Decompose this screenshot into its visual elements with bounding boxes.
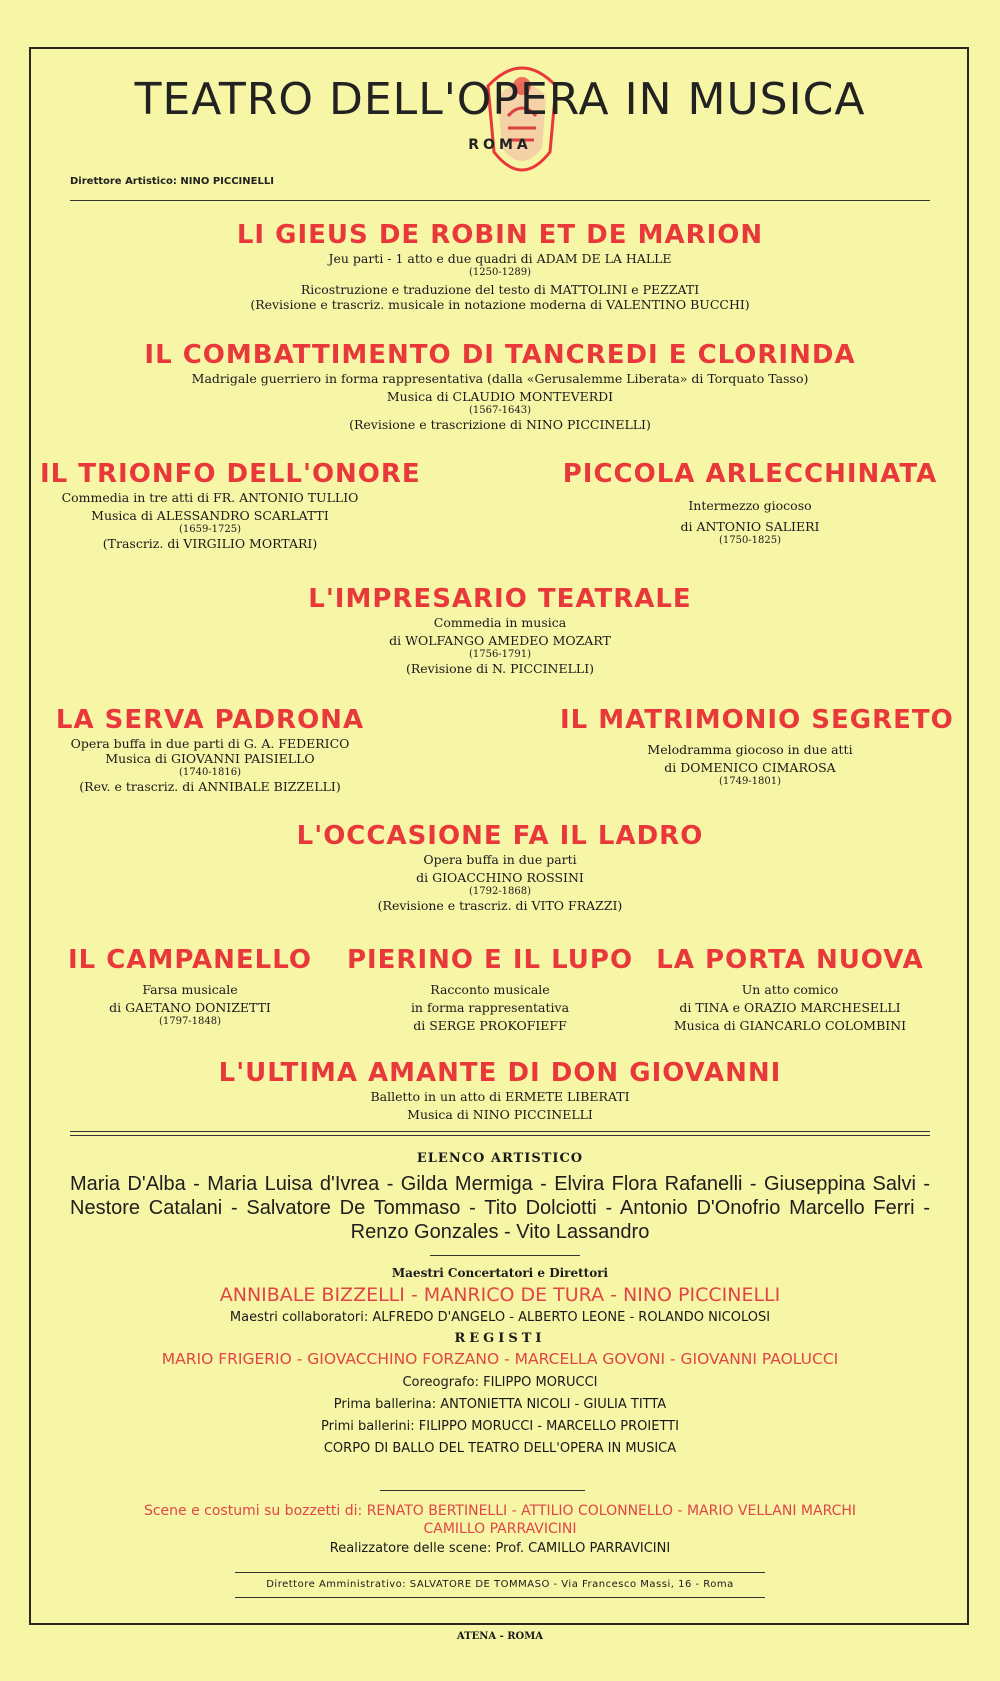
work-line: Opera buffa in due parti — [423, 852, 577, 867]
work-line: Racconto musicale — [430, 982, 550, 997]
work-title: PICCOLA ARLECCHINATA — [562, 459, 938, 489]
work-title: PIERINO E IL LUPO — [346, 945, 634, 975]
work-line: di TINA e ORAZIO MARCHESELLI — [679, 1000, 901, 1015]
printer-credit: ATENA - ROMA — [456, 1631, 544, 1642]
work-line: di DOMENICO CIMAROSA — [664, 760, 836, 775]
work-line: Madrigale guerriero in forma rappresentativa (dalla «Gerusalemme Liberata» di Torquato Tasso) — [191, 371, 809, 386]
work-line: (Revisione e trascriz. musicale in notazione moderna di VALENTINO BUCCHI) — [250, 297, 750, 312]
work-campanello — [40, 944, 340, 1028]
work-title: LA SERVA PADRONA — [55, 705, 365, 735]
work-line: (Trascriz. di VIRGILIO MORTARI) — [102, 536, 318, 551]
conductors-heading: Maestri Concertatori e Direttori — [391, 1266, 609, 1280]
work-dates: (1792-1868) — [468, 886, 532, 897]
work-line: (Revisione di N. PICCINELLI) — [405, 661, 595, 676]
cast-section — [60, 1151, 940, 1244]
work-dates: (1740-1816) — [178, 767, 242, 778]
work-line: di ANTONIO SALIERI — [680, 519, 820, 534]
theatre-city: ROMA — [468, 137, 532, 153]
admin-divider-bottom — [235, 1597, 765, 1598]
conductors-names: ANNIBALE BIZZELLI - MANRICO DE TURA - NINO PICCINELLI — [219, 1284, 781, 1306]
prima-ballerina: Prima ballerina: ANTONIETTA NICOLI - GIULIA TITTA — [333, 1397, 667, 1412]
work-line: Commedia in musica — [433, 615, 567, 630]
work-line: Intermezzo giocoso — [688, 498, 812, 513]
primi-ballerini: Primi ballerini: FILIPPO MORUCCI - MARCELLO PROIETTI — [321, 1419, 679, 1434]
artistic-director: Direttore Artistico: NINO PICCINELLI — [70, 176, 274, 187]
work-line: Balletto in un atto di ERMETE LIBERATI — [370, 1089, 630, 1104]
collaborators: Maestri collaboratori: ALFREDO D'ANGELO - ALBERTO LEONE - ROLANDO NICOLOSI — [229, 1310, 771, 1325]
work-title: IL COMBATTIMENTO DI TANCREDI E CLORINDA — [144, 340, 856, 370]
work-pierino-lupo — [340, 944, 640, 1033]
header-divider — [70, 200, 930, 201]
work-title: LA PORTA NUOVA — [656, 945, 924, 975]
work-line: Jeu parti - 1 atto e due quadri di ADAM DE LA HALLE — [328, 251, 672, 266]
administrative-director: Direttore Amministrativo: SALVATORE DE TOMMASO - Via Francesco Massi, 16 - Roma — [266, 1579, 734, 1590]
work-line: Ricostruzione e traduzione del testo di MATTOLINI e PEZZATI — [300, 282, 700, 297]
work-line: Farsa musicale — [142, 982, 238, 997]
work-line: Musica di GIOVANNI PAISIELLO — [105, 751, 315, 766]
work-line: di GAETANO DONIZETTI — [109, 1000, 271, 1015]
theatre-name: TEATRO DELL'OPERA IN MUSICA — [134, 74, 866, 125]
scenery-realizer: Realizzatore delle scene: Prof. CAMILLO PARRAVICINI — [329, 1541, 671, 1556]
work-line: in forma rappresentativa — [410, 1000, 570, 1015]
cast-names: Maria D'Alba - Maria Luisa d'Ivrea - Gilda Mermiga - Elvira Flora Rafanelli - Giuseppina Salvi - Nestore Catalani - Salvatore De Tommaso - Tito Dolciotti - Antonio D'Onofrio Marcello Ferri - Renzo Gonzales - Vito Lassandro — [70, 1173, 930, 1243]
work-trionfo-onore — [40, 458, 421, 551]
work-combattimento — [40, 339, 960, 432]
work-title: L'ULTIMA AMANTE DI DON GIOVANNI — [218, 1058, 782, 1088]
credits-divider — [380, 1490, 585, 1491]
work-ultima-amante — [40, 1057, 960, 1122]
credits-section — [60, 1266, 940, 1456]
work-serva-padrona — [40, 704, 380, 794]
work-line: (Revisione e trascriz. di VITO FRAZZI) — [377, 898, 623, 913]
corpo-di-ballo: CORPO DI BALLO DEL TEATRO DELL'OPERA IN MUSICA — [323, 1441, 677, 1456]
work-robin-marion — [40, 219, 960, 312]
work-line: Melodramma giocoso in due atti — [647, 742, 853, 757]
work-title: IL MATRIMONIO SEGRETO — [560, 705, 954, 735]
work-porta-nuova — [640, 944, 940, 1033]
work-title: L'IMPRESARIO TEATRALE — [308, 584, 692, 614]
scenery-designers-cont: CAMILLO PARRAVICINI — [423, 1521, 577, 1537]
work-dates: (1749-1801) — [718, 776, 782, 787]
work-title: L'OCCASIONE FA IL LADRO — [296, 821, 704, 851]
work-line: di WOLFANGO AMEDEO MOZART — [389, 633, 611, 648]
work-occasione-ladro — [40, 820, 960, 913]
scenery-designers: Scene e costumi su bozzetti di: RENATO BERTINELLI - ATTILIO COLONNELLO - MARIO VELLANI MARCHI — [143, 1503, 857, 1519]
work-dates: (1750-1825) — [718, 535, 782, 546]
directors-names: MARIO FRIGERIO - GIOVACCHINO FORZANO - MARCELLA GOVONI - GIOVANNI PAOLUCCI — [161, 1350, 839, 1368]
work-title: LI GIEUS DE ROBIN ET DE MARION — [236, 220, 764, 250]
work-line: di SERGE PROKOFIEFF — [413, 1018, 567, 1033]
work-matrimonio-segreto — [560, 704, 954, 788]
directors-heading: REGISTI — [454, 1331, 546, 1346]
cast-heading: ELENCO ARTISTICO — [416, 1151, 584, 1166]
scenery-section — [60, 1503, 940, 1556]
double-divider-bottom — [70, 1135, 930, 1136]
work-line: Musica di ALESSANDRO SCARLATTI — [91, 508, 329, 523]
work-line: Musica di CLAUDIO MONTEVERDI — [386, 389, 614, 404]
work-line: Commedia in tre atti di FR. ANTONIO TULLIO — [61, 490, 359, 505]
work-dates: (1659-1725) — [178, 524, 242, 535]
work-title: IL TRIONFO DELL'ONORE — [40, 459, 421, 489]
choreographer: Coreografo: FILIPPO MORUCCI — [402, 1375, 598, 1390]
work-dates: (1797-1848) — [158, 1016, 222, 1027]
work-line: (Revisione e trascrizione di NINO PICCINELLI) — [349, 417, 651, 432]
work-line: di GIOACCHINO ROSSINI — [416, 870, 584, 885]
work-line: Musica di NINO PICCINELLI — [407, 1107, 593, 1122]
work-impresario-teatrale — [40, 583, 960, 676]
work-dates: (1756-1791) — [468, 649, 532, 660]
work-line: Musica di GIANCARLO COLOMBINI — [673, 1018, 907, 1033]
work-dates: (1250-1289) — [468, 267, 532, 278]
cast-divider — [430, 1255, 580, 1256]
double-divider-top — [70, 1131, 930, 1132]
work-piccola-arlecchinata — [560, 458, 940, 547]
work-line: (Rev. e trascriz. di ANNIBALE BIZZELLI) — [79, 779, 341, 794]
work-dates: (1567-1643) — [468, 405, 532, 416]
admin-divider-top — [235, 1572, 765, 1573]
work-line: Un atto comico — [741, 982, 839, 997]
work-line: Opera buffa in due parti di G. A. FEDERICO — [70, 736, 350, 751]
work-title: IL CAMPANELLO — [68, 945, 312, 975]
